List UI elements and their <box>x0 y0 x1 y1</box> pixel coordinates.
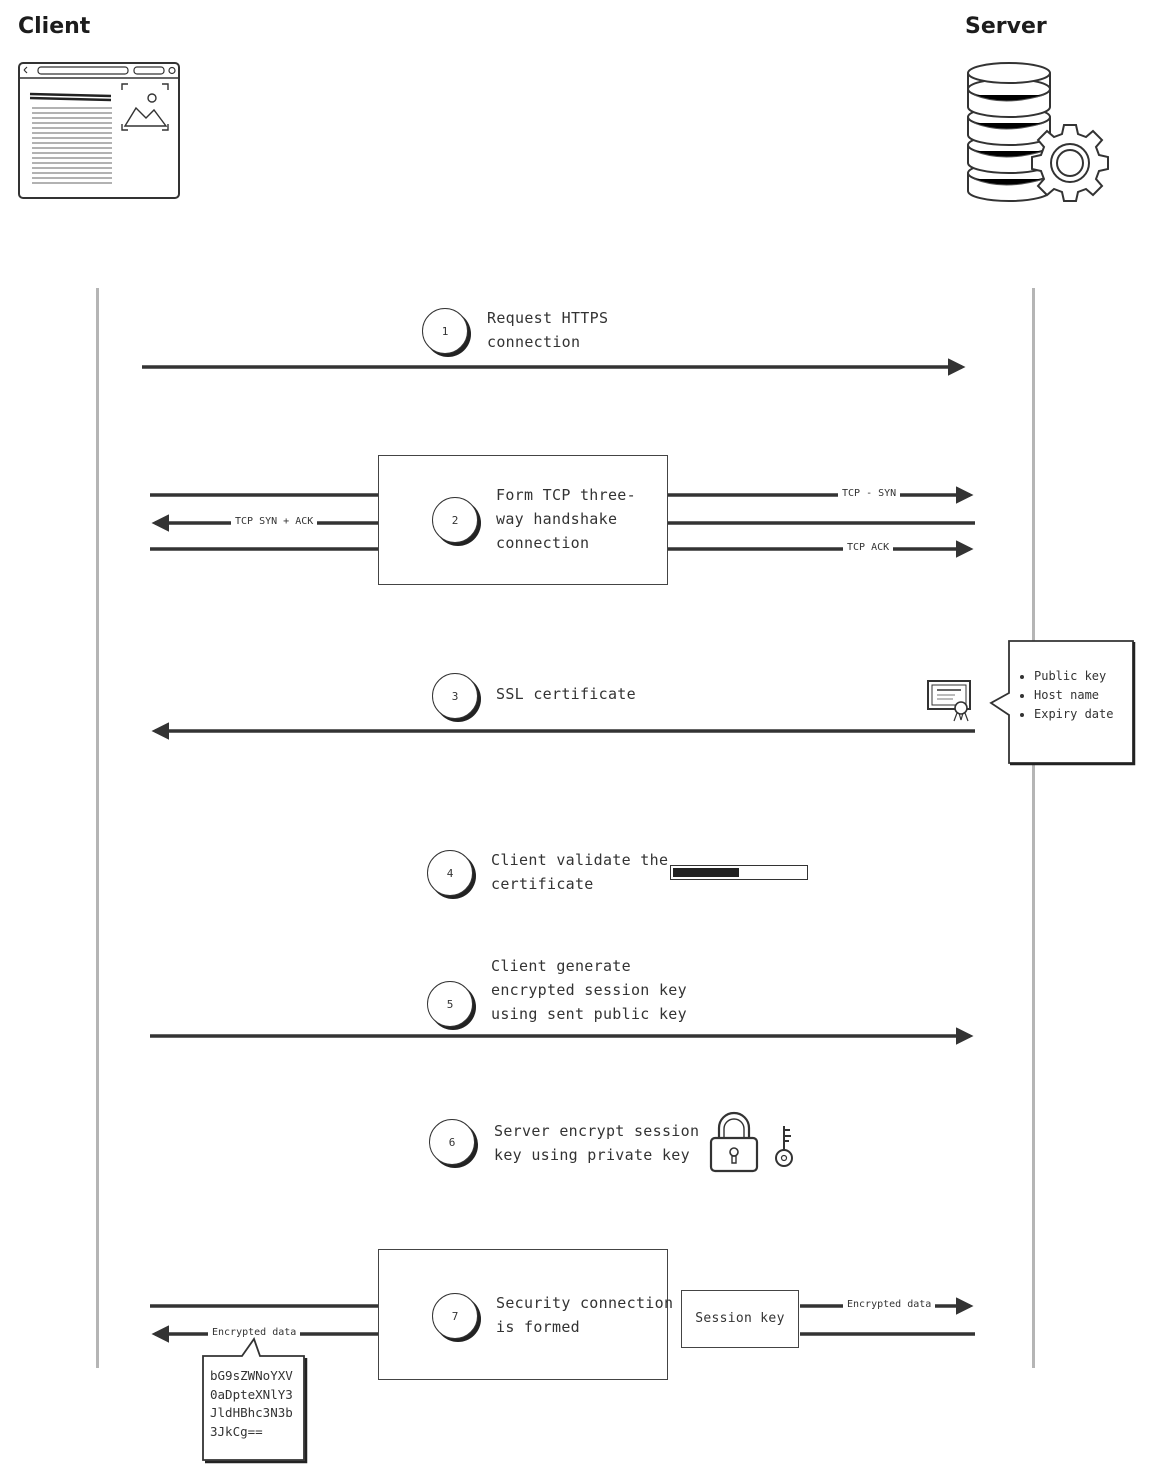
server-label: Server <box>965 14 1047 39</box>
step-7-text: Security connection is formed <box>496 1294 674 1336</box>
padlock-icon <box>706 1110 764 1176</box>
step-6-text: Server encrypt session key using private key <box>494 1122 700 1164</box>
client-label: Client <box>18 14 91 39</box>
key-icon <box>770 1122 800 1170</box>
step-1-number: 1 <box>422 308 468 354</box>
validation-progress-fill <box>673 868 739 877</box>
session-key-box <box>681 1290 799 1348</box>
step-2-text: Form TCP three- way handshake connection <box>496 486 636 552</box>
step-4-text: Client validate the certificate <box>491 851 669 893</box>
step-5-number: 5 <box>427 981 473 1027</box>
step-3-number: 3 <box>432 673 478 719</box>
step-5-text: Client generate encrypted session key using sent public key <box>491 957 687 1023</box>
step-6-number: 6 <box>429 1119 475 1165</box>
validation-progress-bar <box>670 865 808 880</box>
encrypted-data-in-label: Encrypted data <box>208 1327 300 1338</box>
certificate-field: • Expiry date <box>1034 705 1113 724</box>
certificate-field-list <box>1016 667 1113 724</box>
certificate-field: • Public key <box>1034 667 1113 686</box>
tcp-ack-label: TCP ACK <box>843 542 893 553</box>
certificate-field: • Host name <box>1034 686 1113 705</box>
tcp-syn-label: TCP - SYN <box>838 488 900 499</box>
ciphertext-text: bG9sZWNoYXV 0aDpteXNlY3 JldHBhc3N3b 3JkCg== <box>210 1368 293 1439</box>
step-7-number: 7 <box>432 1293 478 1339</box>
session-key-label: Session key <box>695 1311 785 1326</box>
encrypted-data-out-label: Encrypted data <box>843 1299 935 1310</box>
tcp-syn-ack-label: TCP SYN + ACK <box>231 516 317 527</box>
step-3-text: SSL certificate <box>496 685 636 703</box>
step-4-number: 4 <box>427 850 473 896</box>
step-1-text: Request HTTPS connection <box>487 309 609 351</box>
certificate-icon <box>925 678 975 724</box>
step-2-number: 2 <box>432 497 478 543</box>
